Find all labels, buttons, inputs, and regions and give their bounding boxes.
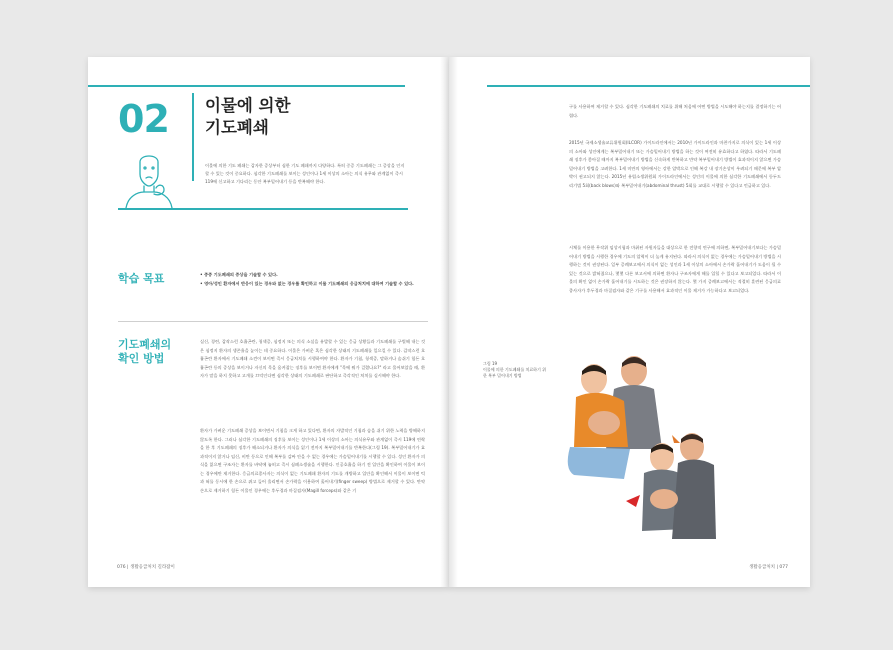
top-rule [88,85,405,87]
right-paragraph-3: 시체를 이용한 무작위 임상시험과 마취된 자원자들을 대상으로 한 전향적 연구에 의하면, 복부밀어내기보다는 가슴밀어내기 방법을 시행한 경우에 기도의 압력이 더 높게 유지된다. 따라서 의식이 없는 경우에는 가슴밀어내기 방법을 시행하는 것이 권장된다. 일부 증례보고에서 의식이 없는 성인과 1세 이상의 소아에서 손가락 훑어내기가 도움이 될 수 있는 것으로 밝혀졌으나, 몇몇 다른 보고서에 의하면 환자나 구조자에게 해를 입힐 수 있다고 보고되었다. 따라서 이물의 확인 없이 손가락 훑어내기를 시도하는 것은 권장하지 않는다. 몇 가지 증례보고에서는 적절히 훈련된 응급의료종사자가 후두경과 마질겸자와 같은 기구를 사용해서 효과적인 이물 제거가 가능하다고 보고되었다. [569,245,781,293]
figure-number: 그림 19 [483,361,498,366]
goal-item: • 중증 기도폐쇄의 증상을 기술할 수 있다. [200,272,278,277]
choking-person-icon [118,150,188,210]
top-rule-right [487,85,810,87]
right-page [449,57,810,587]
goal-item: • 영아/성인 환자에서 반응이 있는 경우와 없는 경우를 확인하고 이물 기도폐쇄의 응급처치에 대하여 기술할 수 있다. [200,280,414,286]
left-page [88,57,449,587]
right-footer: 생활응급처치 | 077 [748,565,788,570]
figure-caption [483,361,549,379]
chapter-intro: 이물에 의한 기도 폐쇄는 갑자한 증상부터 심한 기도 폐쇄까지 다양하다. 특히 중증 기도폐쇄는 그 증상을 인지할 수 있는 것이 중요하다. 심각한 기도폐쇄를 보이는 성인이나 1세 이상의 소아는 의식 유무와 관계없이 즉시 119에 신고하고 기다리는 동안 복부밀어내기 등을 반복해야 한다. [205,163,405,184]
chapter-number: 02 [118,97,169,141]
thrust-arrow-icon [672,435,680,443]
goals-rule [118,321,428,322]
method-heading [118,338,171,366]
book-gutter-shadow [440,57,458,587]
method-heading-line2: 확인 방법 [118,352,165,365]
right-paragraph-1: 구를 사용하여 제거할 수 있다. 심각한 기도폐쇄의 치료를 위해 처음에 어떤 방법을 시도해야 하는지를 결정하기는 어렵다. [569,104,781,118]
goals-heading: 학습 목표 [118,272,165,285]
victim-figure-top [568,364,630,479]
thrust-arrow-icon-2 [626,495,640,507]
method-paragraph-2: 환자가 가벼운 기도폐쇄 증상을 보이면서 기침을 크게 하고 있다면, 환자의 자발적인 기침과 숨을 쉬기 위한 노력을 방해하지 않도록 한다. 그러나 심각한 기도폐쇄의 징후를 보이는 성인이나 1세 이상의 소아는 의식유무와 관계없이 즉시 119에 연락을 한 후 기도폐쇄의 징후가 해소되거나 환자가 의식을 잃기 전까지 복부밀어내기를 반복한다(그림 19). 복부밀어내기가 효과적이지 않거나 임신, 비만 등으로 인해 복부를 감싸 안을 수 없는 경우에는 가슴밀어내기를 시행할 수 있다. 성인 환자가 의식을 잃으면 구조자는 환자를 바닥에 눕히고 즉시 심폐소생술을 시행한다. 인공호흡을 하기 전 입안을 확인하여 이물이 보이는 경우에만 제거한다. 응급의료종사자는 의식이 없는 기도폐쇄 환자의 기도를 개방하고 입안을 확인해서 이물이 보이면 턱과 혀를 동시에 한 손으로 쥐고 들어 올리면서 손가락을 이용하여 훑어내기(finger sweep) 방법으로 제거할 수 있다. 만약 손으로 제거하기 힘든 이물인 경우에는 후두경과 마질겸자(Magill forceps)와 같은 기 [200,428,425,493]
left-footer: 076 | 생활응급처치 길라잡이 [117,565,175,570]
chapter-title [205,95,290,139]
right-paragraph-2: 2015년 국제소생술교류위원회(ILCOR) 가이드라인에서는 2010년 가이드라인과 마찬가지로 의식이 있는 1세 이상의 소아와 성인에게는 복부밀어내기 또는 가슴밀어내기 방법을 하는 것이 여전히 유효하다고 하였다. 따라서 기도폐쇄 징후가 좋아질 때까지 복부밀어내기 방법을 신속하게 반복하고 만약 복부밀어내기 방법이 효과적이지 않으면 가슴밀어내기 방법을 고려한다. 1세 미만의 영아에서는 강한 압박으로 인해 복강 내 장기손상이 우려되기 때문에 복부 압박이 권고되지 않는다. 2015년 유럽소생위원회 가이드라인에서는 성인의 이물에 의한 심각한 기도폐쇄에서 등두드리기법 5회(back blows)와 복부밀어내기(abdominal thrust) 5회를 교대로 시행할 수 있다고 언급하고 있다. [569,140,781,188]
goals-list [200,271,425,288]
book-spread [88,57,810,587]
intro-rule [118,208,408,210]
chapter-title-line1: 이물에 의한 [205,96,291,115]
chapter-title-line2: 기도폐쇄 [205,118,269,137]
abdominal-thrust-illustration [544,349,724,544]
chapter-divider [192,93,194,181]
method-paragraph-1: 실신, 경련, 갑작스런 호흡곤란, 청색증, 심정지 또는 의식 소실을 유발할 수 있는 응급 상황들과 기도폐쇄를 구별해 내는 것은 심정지 환자의 생존율을 높이는 데 중요하다. 이물은 가벼운 혹은 심각한 상태의 기도폐쇄를 일으킬 수 있다. 갑작스런 호흡곤란 환자에서 기도폐쇄 소견이 보이면 즉시 응급처치를 시행하여야 한다. 환자가 기침, 청색증, 말하거나 숨쉬기 힘든 호흡곤란 등의 증상을 보이거나 자신의 목을 움켜잡는 징후를 보이면 환자에게 "목에 뭐가 걸렸나요?" 라고 물어보았을 때, 환자가 말을 하지 못하고 고개를 끄덕인다면 심각한 상태의 기도폐쇄로 판단하고 즉각적인 처치를 실시해야 한다. [200,339,425,378]
figure-description: 이물에 의한 기도폐쇄를 치료하기 위한 복부 밀어내기 방법 [483,367,547,378]
method-heading-line1: 기도폐쇄의 [118,338,172,351]
